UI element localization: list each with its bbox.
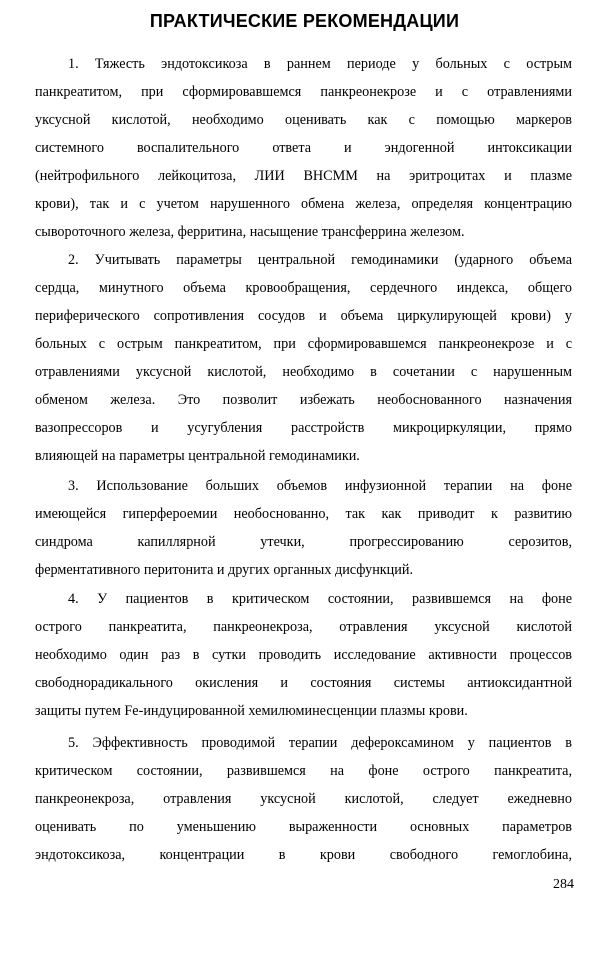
- paragraph-4-line-1: 4. У пациентов в критическом состоянии, развившемся на фоне: [68, 591, 572, 607]
- paragraph-2-line-6: обменом железа. Это позволит избежать необоснованного назначения: [35, 392, 572, 408]
- paragraph-1-line-4: системного воспалительного ответа и эндогенной интоксикации: [35, 140, 572, 156]
- paragraph-2-line-5: отравлениями уксусной кислотой, необходимо в сочетании с нарушенным: [35, 364, 572, 380]
- paragraph-2-line-1: 2. Учитывать параметры центральной гемодинамики (ударного объема: [68, 252, 572, 268]
- paragraph-5-line-5: эндотоксикоза, концентрации в крови свободного гемоглобина,: [35, 847, 572, 863]
- paragraph-1-line-6: крови), так и с учетом нарушенного обмена железа, определяя концентрацию: [35, 196, 572, 212]
- paragraph-1-line-5: (нейтрофильного лейкоцитоза, ЛИИ ВНСММ на эритроцитах и плазме: [35, 168, 572, 184]
- paragraph-4-line-2: острого панкреатита, панкреонекроза, отравления уксусной кислотой: [35, 619, 572, 635]
- page-title: ПРАКТИЧЕСКИЕ РЕКОМЕНДАЦИИ: [149, 11, 460, 31]
- paragraph-3-line-2: имеющейся гиперфероемии необоснованно, так как приводит к развитию: [35, 506, 572, 522]
- paragraph-4-line-5: защиты путем Fe-индуцированной хемилюминесценции плазмы крови.: [35, 703, 468, 719]
- paragraph-1-line-2: панкреатитом, при сформировавшемся панкреонекрозе и с отравлениями: [35, 84, 572, 100]
- paragraph-1-line-1: 1. Тяжесть эндотоксикоза в раннем периоде у больных с острым: [68, 56, 572, 72]
- paragraph-4-line-4: свободнорадикального окисления и состояния системы антиоксидантной: [35, 675, 572, 691]
- paragraph-3-line-1: 3. Использование больших объемов инфузионной терапии на фоне: [68, 478, 572, 494]
- paragraph-2-line-3: периферического сопротивления сосудов и объема циркулирующей крови) у: [35, 308, 572, 324]
- paragraph-1-line-7: сывороточного железа, ферритина, насыщение трансферрина железом.: [35, 224, 465, 240]
- paragraph-5-line-2: критическом состоянии, развившемся на фоне острого панкреатита,: [35, 763, 572, 779]
- paragraph-5-line-4: оценивать по уменьшению выраженности основных параметров: [35, 819, 572, 835]
- paragraph-2-line-7: вазопрессоров и усугубления расстройств микроциркуляции, прямо: [35, 420, 572, 436]
- paragraph-1-line-3: уксусной кислотой, необходимо оценивать как с помощью маркеров: [35, 112, 572, 128]
- page-number: 284: [553, 877, 574, 892]
- paragraph-2-line-2: сердца, минутного объема кровообращения, сердечного индекса, общего: [35, 280, 572, 296]
- paragraph-2-line-4: больных с острым панкреатитом, при сформировавшемся панкреонекрозе и с: [35, 336, 572, 352]
- paragraph-2-line-8: влияющей на параметры центральной гемодинамики.: [35, 448, 360, 464]
- paragraph-3-line-3: синдрома капиллярной утечки, прогрессированию серозитов,: [35, 534, 572, 550]
- paragraph-4-line-3: необходимо один раз в сутки проводить исследование активности процессов: [35, 647, 572, 663]
- paragraph-5-line-1: 5. Эффективность проводимой терапии дефероксамином у пациентов в: [68, 735, 572, 751]
- paragraph-3-line-4: ферментативного перитонита и других органных дисфункций.: [35, 562, 414, 578]
- paragraph-5-line-3: панкреонекроза, отравления уксусной кислотой, следует ежедневно: [35, 791, 572, 807]
